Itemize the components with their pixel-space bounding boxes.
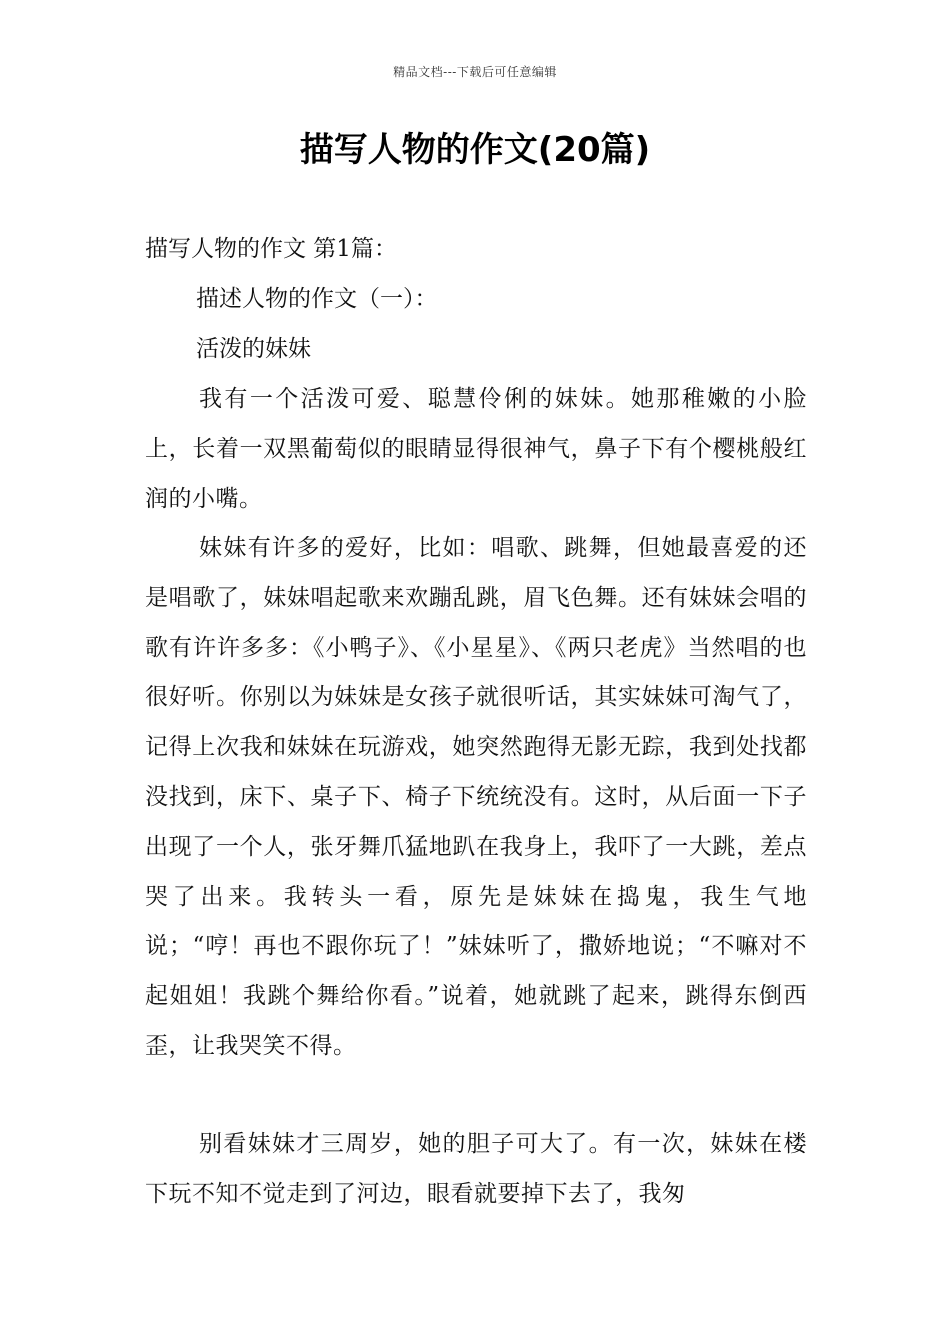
document-title: 描写人物的作文(20篇) — [299, 130, 651, 170]
section-heading: 描写人物的作文 第1篇： — [145, 236, 397, 262]
subheading: 描述人物的作文（一）： — [196, 286, 438, 312]
header-note: 精品文档---下载后可任意编辑 — [393, 65, 557, 79]
paragraph-2: 妹妹有许多的爱好，比如：唱歌、跳舞，但她最喜爱的还是唱歌了，妹妹唱起歌来欢蹦乱跳，眉飞色舞。还有妹妹会唱的歌有许许多多：《小鸭子》、《小星星》、《两只老虎》当然唱的也很好听。你别以为妹妹是女孩子就很听话，其实妹妹可淘气了，记得上次我和妹妹在玩游戏，她突然跑得无影无踪，我到处找都没找到，床下、桌子下、椅子下统统没有。这时，从后面一下子出现了一个人，张牙舞爪猛地趴在我身上，我吓了一大跳，差点哭了出来。我转头一看，原先是妹妹在捣鬼，我生气地说；“哼！再也不跟你玩了！”妹妹听了，撒娇地说；“不嘛对不起姐姐！我跳个舞给你看。”说着，她就跳了起来，跳得东倒西歪，让我哭笑不得。 — [145, 535, 807, 1059]
paragraph-3: 别看妹妹才三周岁，她的胆子可大了。有一次，妹妹在楼下玩不知不觉走到了河边，眼看就要掉下去了，我匆 — [145, 1131, 807, 1207]
paragraph-1: 我有一个活泼可爱、聪慧伶俐的妹妹。她那稚嫩的小脸上，长着一双黑葡萄似的眼睛显得很神气，鼻子下有个樱桃般红润的小嘴。 — [145, 386, 807, 512]
essay-title: 活泼的妹妹 — [196, 336, 311, 362]
